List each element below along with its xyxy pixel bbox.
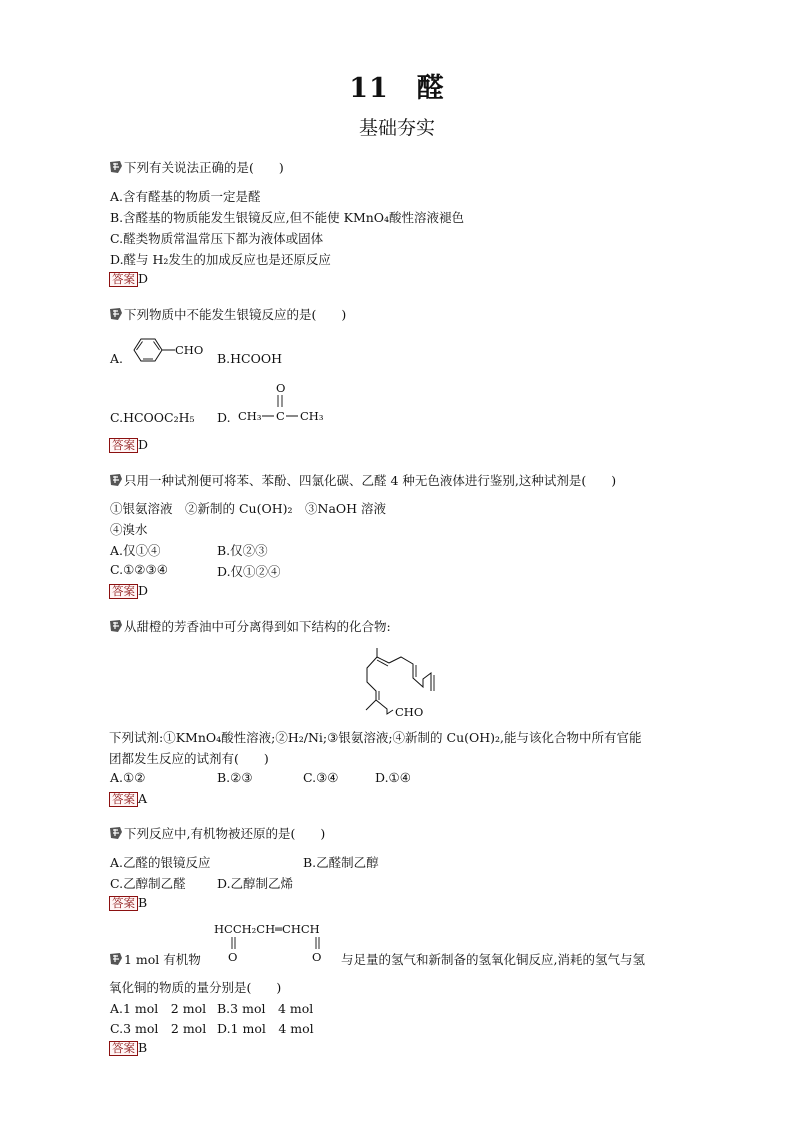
question-1-option-b: B.含醛基的物质能发生银镜反应,但不能使 KMnO₄酸性溶液褪色	[110, 210, 465, 225]
question-3-option-c: C.①②③④	[110, 562, 168, 577]
question-1-option-a: A.含有醛基的物质一定是醛	[110, 189, 261, 204]
question-5-stem: 下列反应中,有机物被还原的是( )	[109, 824, 325, 842]
answer-badge: 答案	[109, 272, 138, 287]
question-2-answer: 答案 D	[109, 437, 148, 453]
structure-label: O	[312, 950, 322, 964]
acetone-structure	[238, 380, 338, 424]
question-3-reagent-4: ④溴水	[110, 522, 148, 537]
question-4-option-b: B.②③	[217, 770, 253, 785]
answer-badge: 答案	[109, 438, 138, 453]
question-number-icon	[109, 952, 123, 966]
question-4-option-c: C.③④	[303, 770, 339, 785]
question-4-option-d: D.①④	[375, 770, 411, 785]
question-number-icon	[109, 160, 123, 174]
benzaldehyde-structure	[126, 334, 216, 370]
question-5-option-b: B.乙醛制乙醇	[303, 855, 379, 870]
answer-badge: 答案	[109, 1041, 138, 1056]
structure-label: O	[276, 381, 286, 395]
dialdehyde-structure	[214, 921, 344, 965]
question-6-option-d: D.1 mol 4 mol	[217, 1021, 314, 1036]
question-6-stem-prefix: 1 mol 有机物	[109, 950, 201, 968]
structure-label: C	[276, 409, 285, 423]
question-3-option-b: B.仅②③	[217, 543, 268, 558]
answer-badge: 答案	[109, 584, 138, 599]
question-1-option-d: D.醛与 H₂发生的加成反应也是还原反应	[110, 252, 331, 267]
question-1-option-c: C.醛类物质常温常压下都为液体或固体	[110, 231, 324, 246]
question-6-option-b: B.3 mol 4 mol	[217, 1001, 314, 1016]
question-2-option-c: C.HCOOC₂H₅	[110, 410, 195, 425]
question-2-option-a: A.	[110, 351, 124, 366]
question-6-stem-line-2: 氧化铜的物质的量分别是( )	[109, 980, 282, 995]
question-3-answer: 答案 D	[109, 583, 148, 599]
question-5-option-d: D.乙醇制乙烯	[217, 876, 294, 891]
structure-label: O	[228, 950, 238, 964]
question-number-icon	[109, 473, 123, 487]
question-1-answer: 答案 D	[109, 271, 148, 287]
question-6-option-a: A.1 mol 2 mol	[110, 1001, 207, 1016]
question-2-option-b: B.HCOOH	[217, 351, 283, 366]
question-number-icon	[109, 826, 123, 840]
structure-label: HCCH₂CH═CHCH	[214, 922, 320, 936]
question-5-answer: 答案 B	[109, 895, 147, 911]
question-4-option-a: A.①②	[110, 770, 146, 785]
question-6-option-c: C.3 mol 2 mol	[110, 1021, 207, 1036]
question-3-option-a: A.仅①④	[110, 543, 161, 558]
question-5-option-a: A.乙醛的银镜反应	[110, 855, 211, 870]
question-6-stem-suffix: 与足量的氢气和新制备的氢氧化铜反应,消耗的氢气与氢	[341, 952, 645, 967]
question-2-stem: 下列物质中不能发生银镜反应的是( )	[109, 305, 346, 323]
question-4-answer: 答案 A	[109, 791, 147, 807]
question-6-answer: 答案 B	[109, 1040, 147, 1056]
answer-badge: 答案	[109, 792, 138, 807]
page-title: 11 醛	[349, 73, 445, 104]
question-number-icon	[109, 307, 123, 321]
question-4-body-line-1: 下列试剂:①KMnO₄酸性溶液;②H₂/Ni;③银氨溶液;④新制的 Cu(OH)₂,能与该化合物中所有官能	[109, 730, 642, 745]
question-number-icon	[109, 619, 123, 633]
question-4-body-line-2: 团都发生反应的试剂有( )	[109, 751, 269, 766]
citral-like-structure	[355, 648, 445, 722]
structure-label: CHO	[395, 705, 424, 719]
structure-label: CHO	[175, 343, 204, 357]
section-subtitle: 基础夯实	[358, 117, 435, 139]
question-1-stem: 下列有关说法正确的是( )	[109, 158, 284, 176]
structure-label: CH₃	[300, 409, 324, 423]
question-4-stem: 从甜橙的芳香油中可分离得到如下结构的化合物:	[109, 617, 391, 635]
answer-badge: 答案	[109, 896, 138, 911]
structure-label: CH₃	[238, 409, 262, 423]
question-3-reagents: ①银氨溶液 ②新制的 Cu(OH)₂ ③NaOH 溶液	[110, 501, 387, 516]
question-3-option-d: D.仅①②④	[217, 564, 281, 579]
question-2-option-d: D.	[217, 410, 231, 425]
question-3-stem: 只用一种试剂便可将苯、苯酚、四氯化碳、乙醛 4 种无色液体进行鉴别,这种试剂是( )	[109, 471, 616, 489]
question-5-option-c: C.乙醇制乙醛	[110, 876, 186, 891]
